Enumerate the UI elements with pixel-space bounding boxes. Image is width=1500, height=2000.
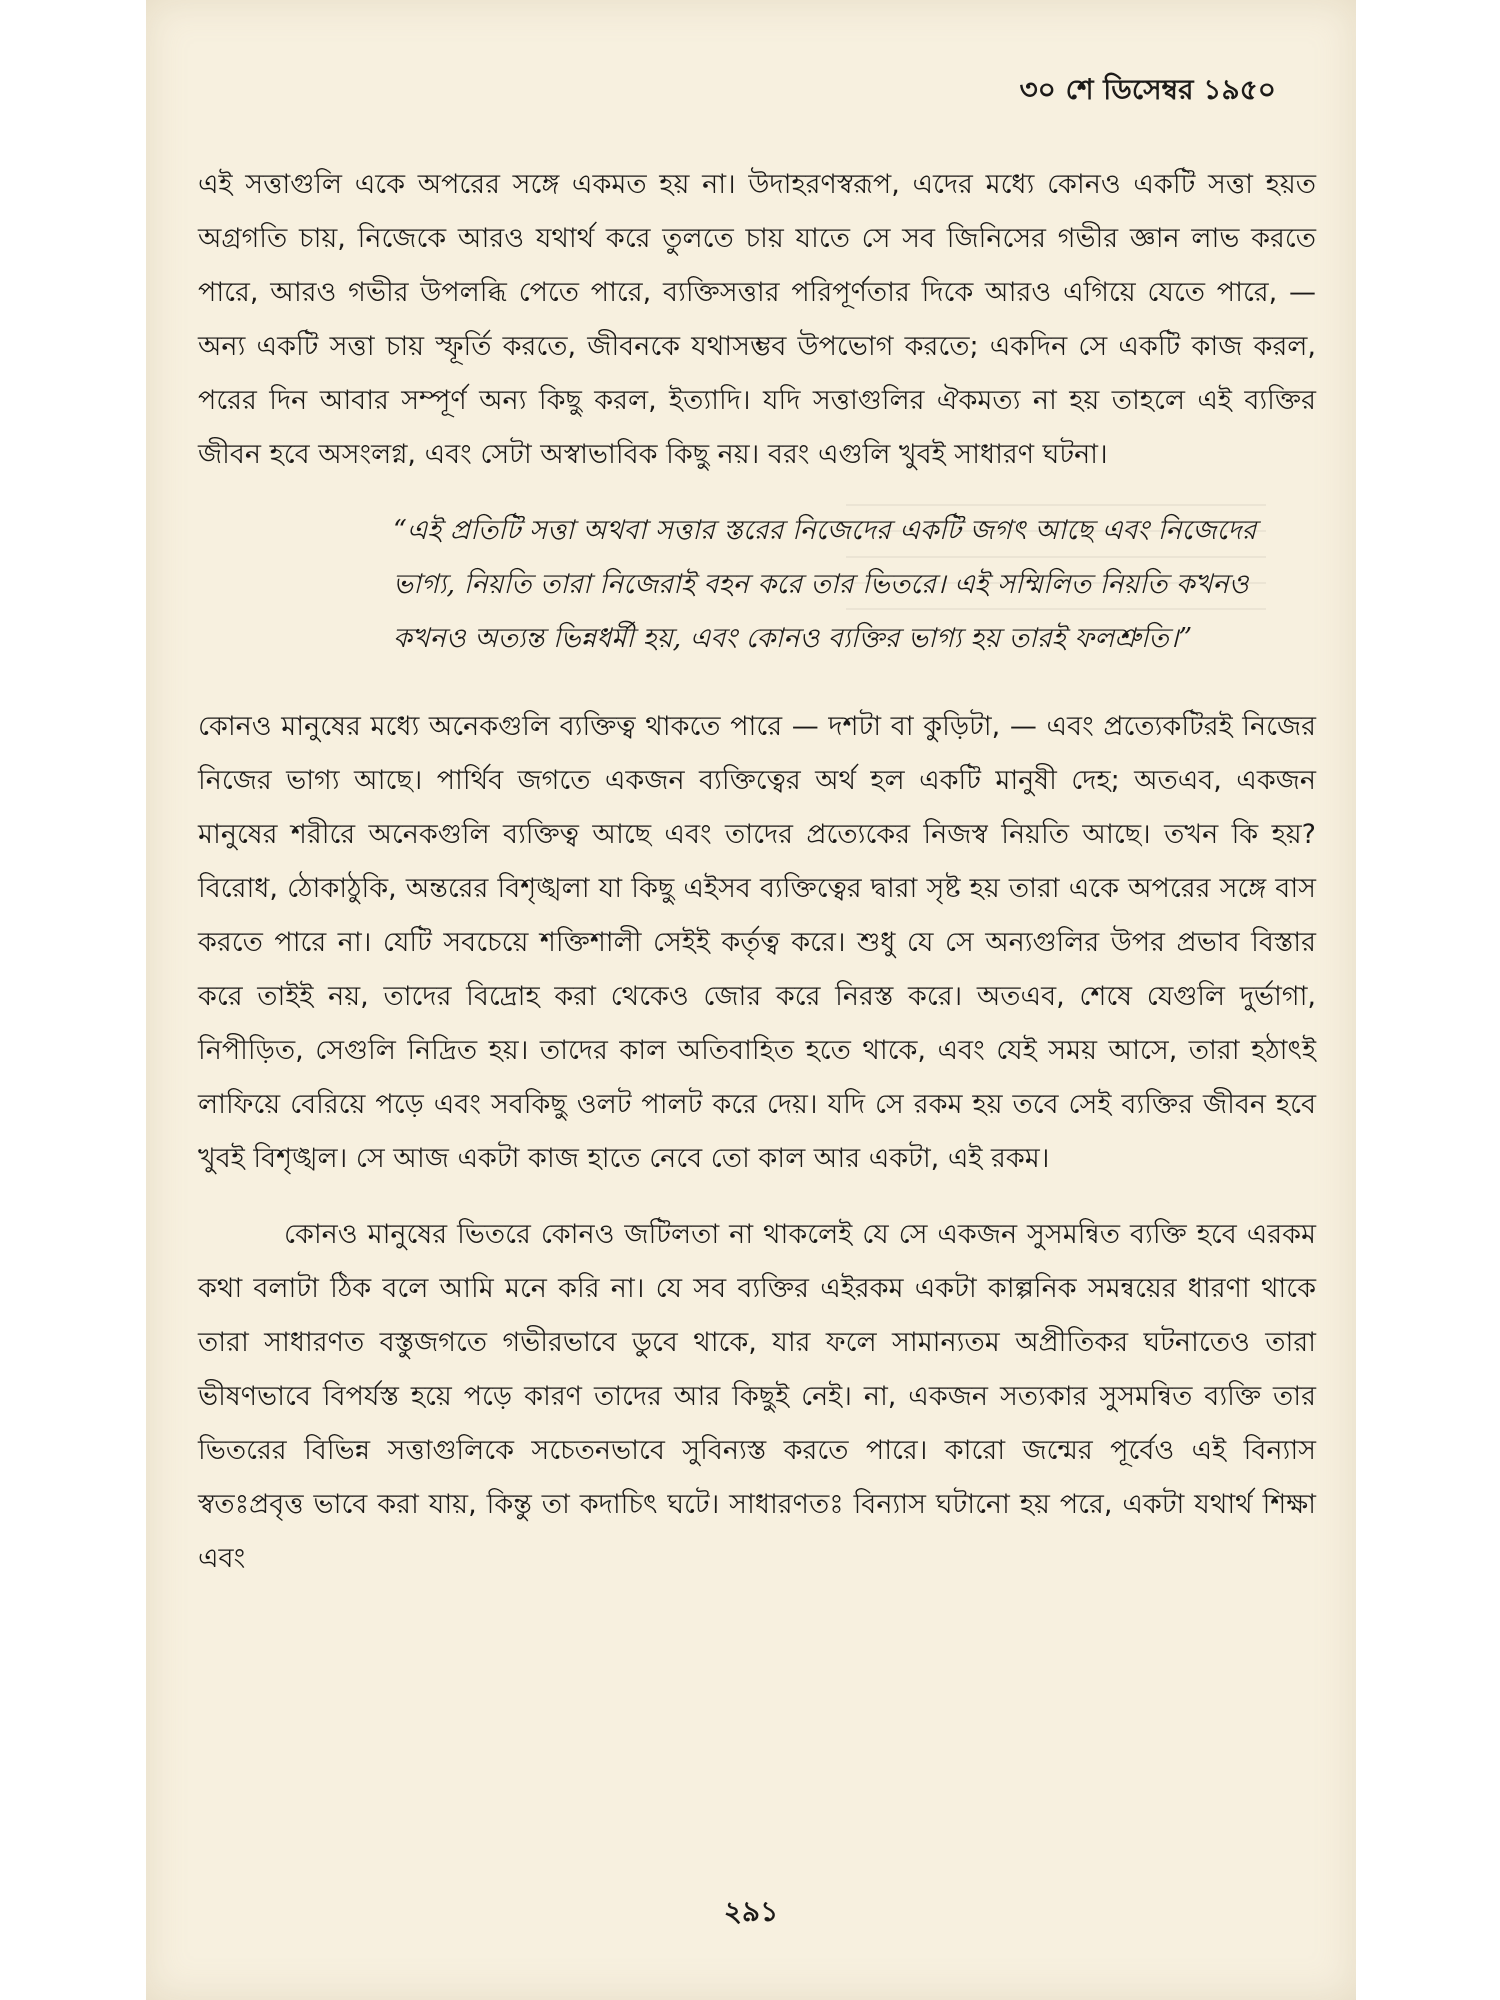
paragraph-1: এই সত্তাগুলি একে অপরের সঙ্গে একমত হয় না। উদাহরণস্বরূপ, এদের মধ্যে কোনও একটি সত্তা হয়ত অগ্রগতি চায়, নিজেকে আরও যথার্থ করে তুলতে চায় যাতে সে সব জিনিসের গভীর জ্ঞান লাভ করতে পারে, আরও গভীর উপলব্ধি পেতে পারে, ব্যক্তিসত্তার পরিপূর্ণতার দিকে আরও এগিয়ে যেতে পারে, —অন্য একটি সত্তা চায় স্ফূর্তি করতে, জীবনকে যথাসম্ভব উপভোগ করতে; একদিন সে একটি কাজ করল, পরের দিন আবার সম্পূর্ণ অন্য কিছু করল, ইত্যাদি। যদি সত্তাগুলির ঐকমত্য না হয় তাহলে এই ব্যক্তির জীবন হবে অসংলগ্ন, এবং সেটা অস্বাভাবিক কিছু নয়। বরং এগুলি খুবই সাধারণ ঘটনা। xyxy=(198,169,1316,470)
book-page xyxy=(146,0,1356,2000)
running-header-date: ৩০ শে ডিসেম্বর ১৯৫০ xyxy=(1019,73,1276,106)
paragraph-2: কোনও মানুষের মধ্যে অনেকগুলি ব্যক্তিত্ব থাকতে পারে — দশটা বা কুড়িটা, — এবং প্রত্যেকটিরই নিজের নিজের ভাগ্য আছে। পার্থিব জগতে একজন ব্যক্তিত্বের অর্থ হল একটি মানুষী দেহ; অতএব, একজন মানুষের শরীরে অনেকগুলি ব্যক্তিত্ব আছে এবং তাদের প্রত্যেকের নিজস্ব নিয়তি আছে। তখন কি হয়? বিরোধ, ঠোকাঠুকি, অন্তরের বিশৃঙ্খলা যা কিছু এইসব ব্যক্তিত্বের দ্বারা সৃষ্ট হয় তারা একে অপরের সঙ্গে বাস করতে পারে না। যেটি সবচেয়ে শক্তিশালী সেইই কর্তৃত্ব করে। শুধু যে সে অন্যগুলির উপর প্রভাব বিস্তার করে তাইই নয়, তাদের বিদ্রোহ করা থেকেও জোর করে নিরস্ত করে। অতএব, শেষে যেগুলি দুর্ভাগা, নিপীড়িত, সেগুলি নিদ্রিত হয়। তাদের কাল অতিবাহিত হতে থাকে, এবং যেই সময় আসে, তারা হঠাৎই লাফিয়ে বেরিয়ে পড়ে এবং সবকিছু ওলট পালট করে দেয়। যদি সে রকম হয় তবে সেই ব্যক্তির জীবন হবে খুবই বিশৃঙ্খল। সে আজ একটা কাজ হাতে নেবে তো কাল আর একটা, এই রকম। xyxy=(198,711,1316,1174)
paragraph-3: কোনও মানুষের ভিতরে কোনও জটিলতা না থাকলেই যে সে একজন সুসমন্বিত ব্যক্তি হবে এরকম কথা বলাটা ঠিক বলে আমি মনে করি না। যে সব ব্যক্তির এইরকম একটা কাল্পনিক সমন্বয়ের ধারণা থাকে তারা সাধারণত বস্তুজগতে গভীরভাবে ডুবে থাকে, যার ফলে সামান্যতম অপ্রীতিকর ঘটনাতেও তারা ভীষণভাবে বিপর্যস্ত হয়ে পড়ে কারণ তাদের আর কিছুই নেই। না, একজন সত্যকার সুসমন্বিত ব্যক্তি তার ভিতরের বিভিন্ন সত্তাগুলিকে সচেতনভাবে সুবিন্যস্ত করতে পারে। কারো জন্মের পূর্বেও এই বিন্যাস স্বতঃপ্রবৃত্ত ভাবে করা যায়, কিন্তু তা কদাচিৎ ঘটে। সাধারণতঃ বিন্যাস ঘটানো হয় পরে, একটা যথার্থ শিক্ষা এবং xyxy=(198,1219,1316,1574)
block-quote: “এই প্রতিটি সত্তা অথবা সত্তার স্তরের নিজেদের একটি জগৎ আছে এবং নিজেদের ভাগ্য, নিয়তি তারা নিজেরাই বহন করে তার ভিতরে। এই সম্মিলিত নিয়তি কখনও কখনও অত্যন্ত ভিন্নধর্মী হয়, এবং কোনও ব্যক্তির ভাগ্য হয় তারই ফলশ্রুতি।” xyxy=(393,515,1257,654)
page-body xyxy=(198,158,1316,1608)
page-number: ২৯১ xyxy=(723,1895,779,1928)
